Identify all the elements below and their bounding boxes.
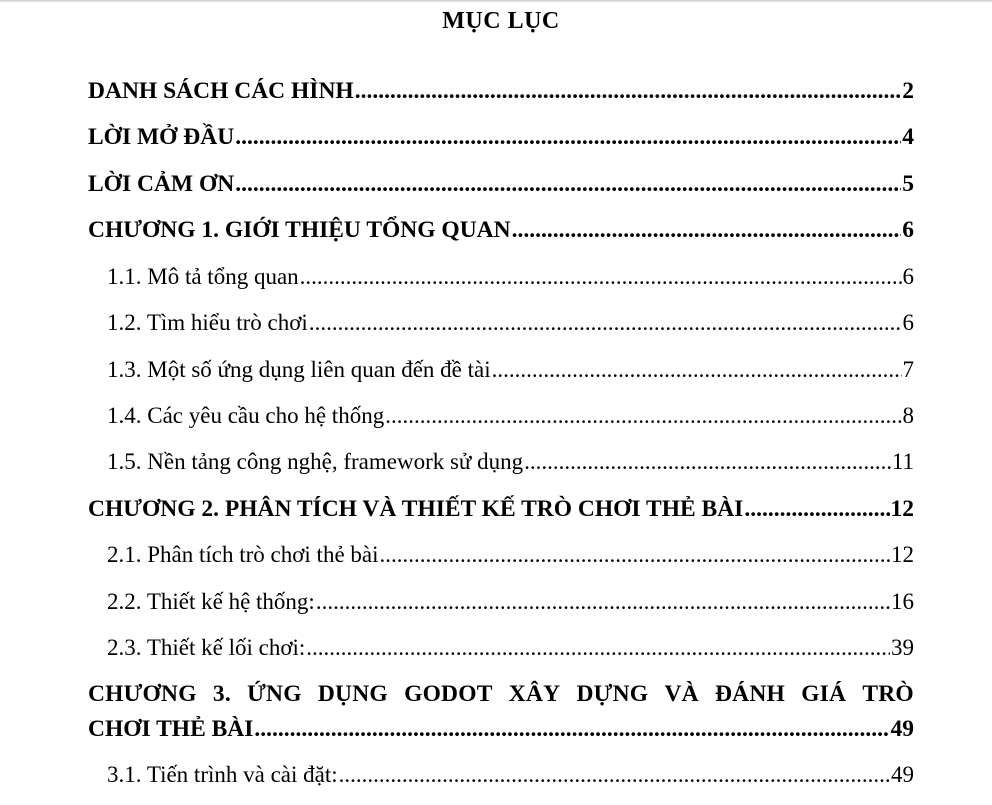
toc-leader-dots xyxy=(306,633,890,663)
toc-page-number: 12 xyxy=(890,496,914,522)
toc-leader-dots xyxy=(380,540,891,570)
toc-entry-word: GODOT xyxy=(404,681,493,707)
toc-entry-title: LỜI CẢM ƠN xyxy=(88,171,235,197)
toc-page-number: 16 xyxy=(891,589,914,614)
toc-page-number: 49 xyxy=(891,762,914,787)
toc-entry-word: CHƯƠNG xyxy=(88,681,197,707)
toc-leader-dots xyxy=(235,169,901,199)
toc-entry-word: DỤNG xyxy=(317,681,388,707)
toc-page-number: 4 xyxy=(902,124,914,150)
toc-leader-dots xyxy=(339,760,890,790)
toc-entry-word: ỨNG xyxy=(247,681,302,707)
toc-leader-dots xyxy=(309,308,902,338)
toc-entry-title: 1.5. Nền tảng công nghệ, framework sử dụng xyxy=(107,449,524,474)
toc-entry-title: 1.1. Mô tả tổng quan xyxy=(107,264,299,289)
toc-entry[interactable] xyxy=(88,760,914,790)
toc-entry-title: 1.3. Một số ứng dụng liên quan đến đề tài xyxy=(107,357,491,382)
toc-entry-word: 3. xyxy=(212,681,231,707)
toc-entry[interactable] xyxy=(88,401,914,431)
toc-entry-title: CHƯƠNG 1. GIỚI THIỆU TỔNG QUAN xyxy=(88,217,511,243)
toc-page-number: 2 xyxy=(902,78,914,104)
toc-entry-title: LỜI MỞ ĐẦU xyxy=(88,124,235,150)
toc-leader-dots xyxy=(254,714,889,744)
toc-page-number: 5 xyxy=(902,171,914,197)
toc-entry[interactable] xyxy=(88,447,914,477)
toc-entry[interactable] xyxy=(88,76,914,106)
toc-entry-title: 1.4. Các yêu cầu cho hệ thống xyxy=(107,403,385,428)
toc-entry-line1[interactable] xyxy=(88,679,914,709)
toc-leader-dots xyxy=(744,494,889,524)
toc-entry-title: 3.1. Tiến trình và cài đặt: xyxy=(107,762,338,787)
toc-entry-title: CHƠI THẺ BÀI xyxy=(88,716,254,742)
toc-entry-word: XÂY xyxy=(508,681,561,707)
toc-entry-word: ĐÁNH xyxy=(714,681,785,707)
toc-entry-word: DỰNG xyxy=(576,681,649,707)
toc-leader-dots xyxy=(235,122,901,152)
toc-leader-dots xyxy=(300,262,902,292)
toc-leader-dots xyxy=(316,587,890,617)
toc-page-number: 6 xyxy=(902,217,914,243)
toc-entry[interactable] xyxy=(88,494,914,524)
toc-page-number: 49 xyxy=(890,716,914,742)
toc-entry-title: 2.3. Thiết kế lối chơi: xyxy=(107,635,306,660)
toc-page-number: 6 xyxy=(902,310,914,335)
toc-entry[interactable] xyxy=(88,215,914,245)
toc-leader-dots xyxy=(355,76,902,106)
toc-page-number: 6 xyxy=(902,264,914,289)
toc-entry[interactable] xyxy=(88,355,914,385)
toc-page-number: 12 xyxy=(891,542,914,567)
page-title: MỤC LỤC xyxy=(442,8,560,34)
toc-entry-title: 2.1. Phân tích trò chơi thẻ bài xyxy=(107,542,379,567)
toc-entry[interactable] xyxy=(88,540,914,570)
toc-entry[interactable] xyxy=(88,308,914,338)
window-top-edge xyxy=(0,0,992,3)
toc-entry-title: DANH SÁCH CÁC HÌNH xyxy=(88,78,354,104)
toc-entry[interactable] xyxy=(88,122,914,152)
toc-entry-word: TRÒ xyxy=(862,681,914,707)
toc-leader-dots xyxy=(385,401,901,431)
toc-entry-title: 1.2. Tìm hiểu trò chơi xyxy=(107,310,308,335)
toc-page-number: 39 xyxy=(891,635,914,660)
toc-leader-dots xyxy=(492,355,902,385)
toc-entry[interactable] xyxy=(88,633,914,663)
toc-page-number: 7 xyxy=(902,357,914,382)
toc-leader-dots xyxy=(524,447,891,477)
toc-leader-dots xyxy=(512,215,902,245)
toc-entry-title: CHƯƠNG 2. PHÂN TÍCH VÀ THIẾT KẾ TRÒ CHƠI THẺ BÀI xyxy=(88,496,744,522)
toc-page-number: 8 xyxy=(902,403,914,428)
toc-entry-word: GIÁ xyxy=(801,681,847,707)
toc-entry-word: VÀ xyxy=(664,681,699,707)
toc-entry[interactable] xyxy=(88,169,914,199)
toc-page-number: 11 xyxy=(891,449,914,474)
toc-entry-title: 2.2. Thiết kế hệ thống: xyxy=(107,589,315,614)
toc-entry[interactable] xyxy=(88,262,914,292)
toc-entry[interactable] xyxy=(88,587,914,617)
toc-entry[interactable] xyxy=(88,714,914,744)
